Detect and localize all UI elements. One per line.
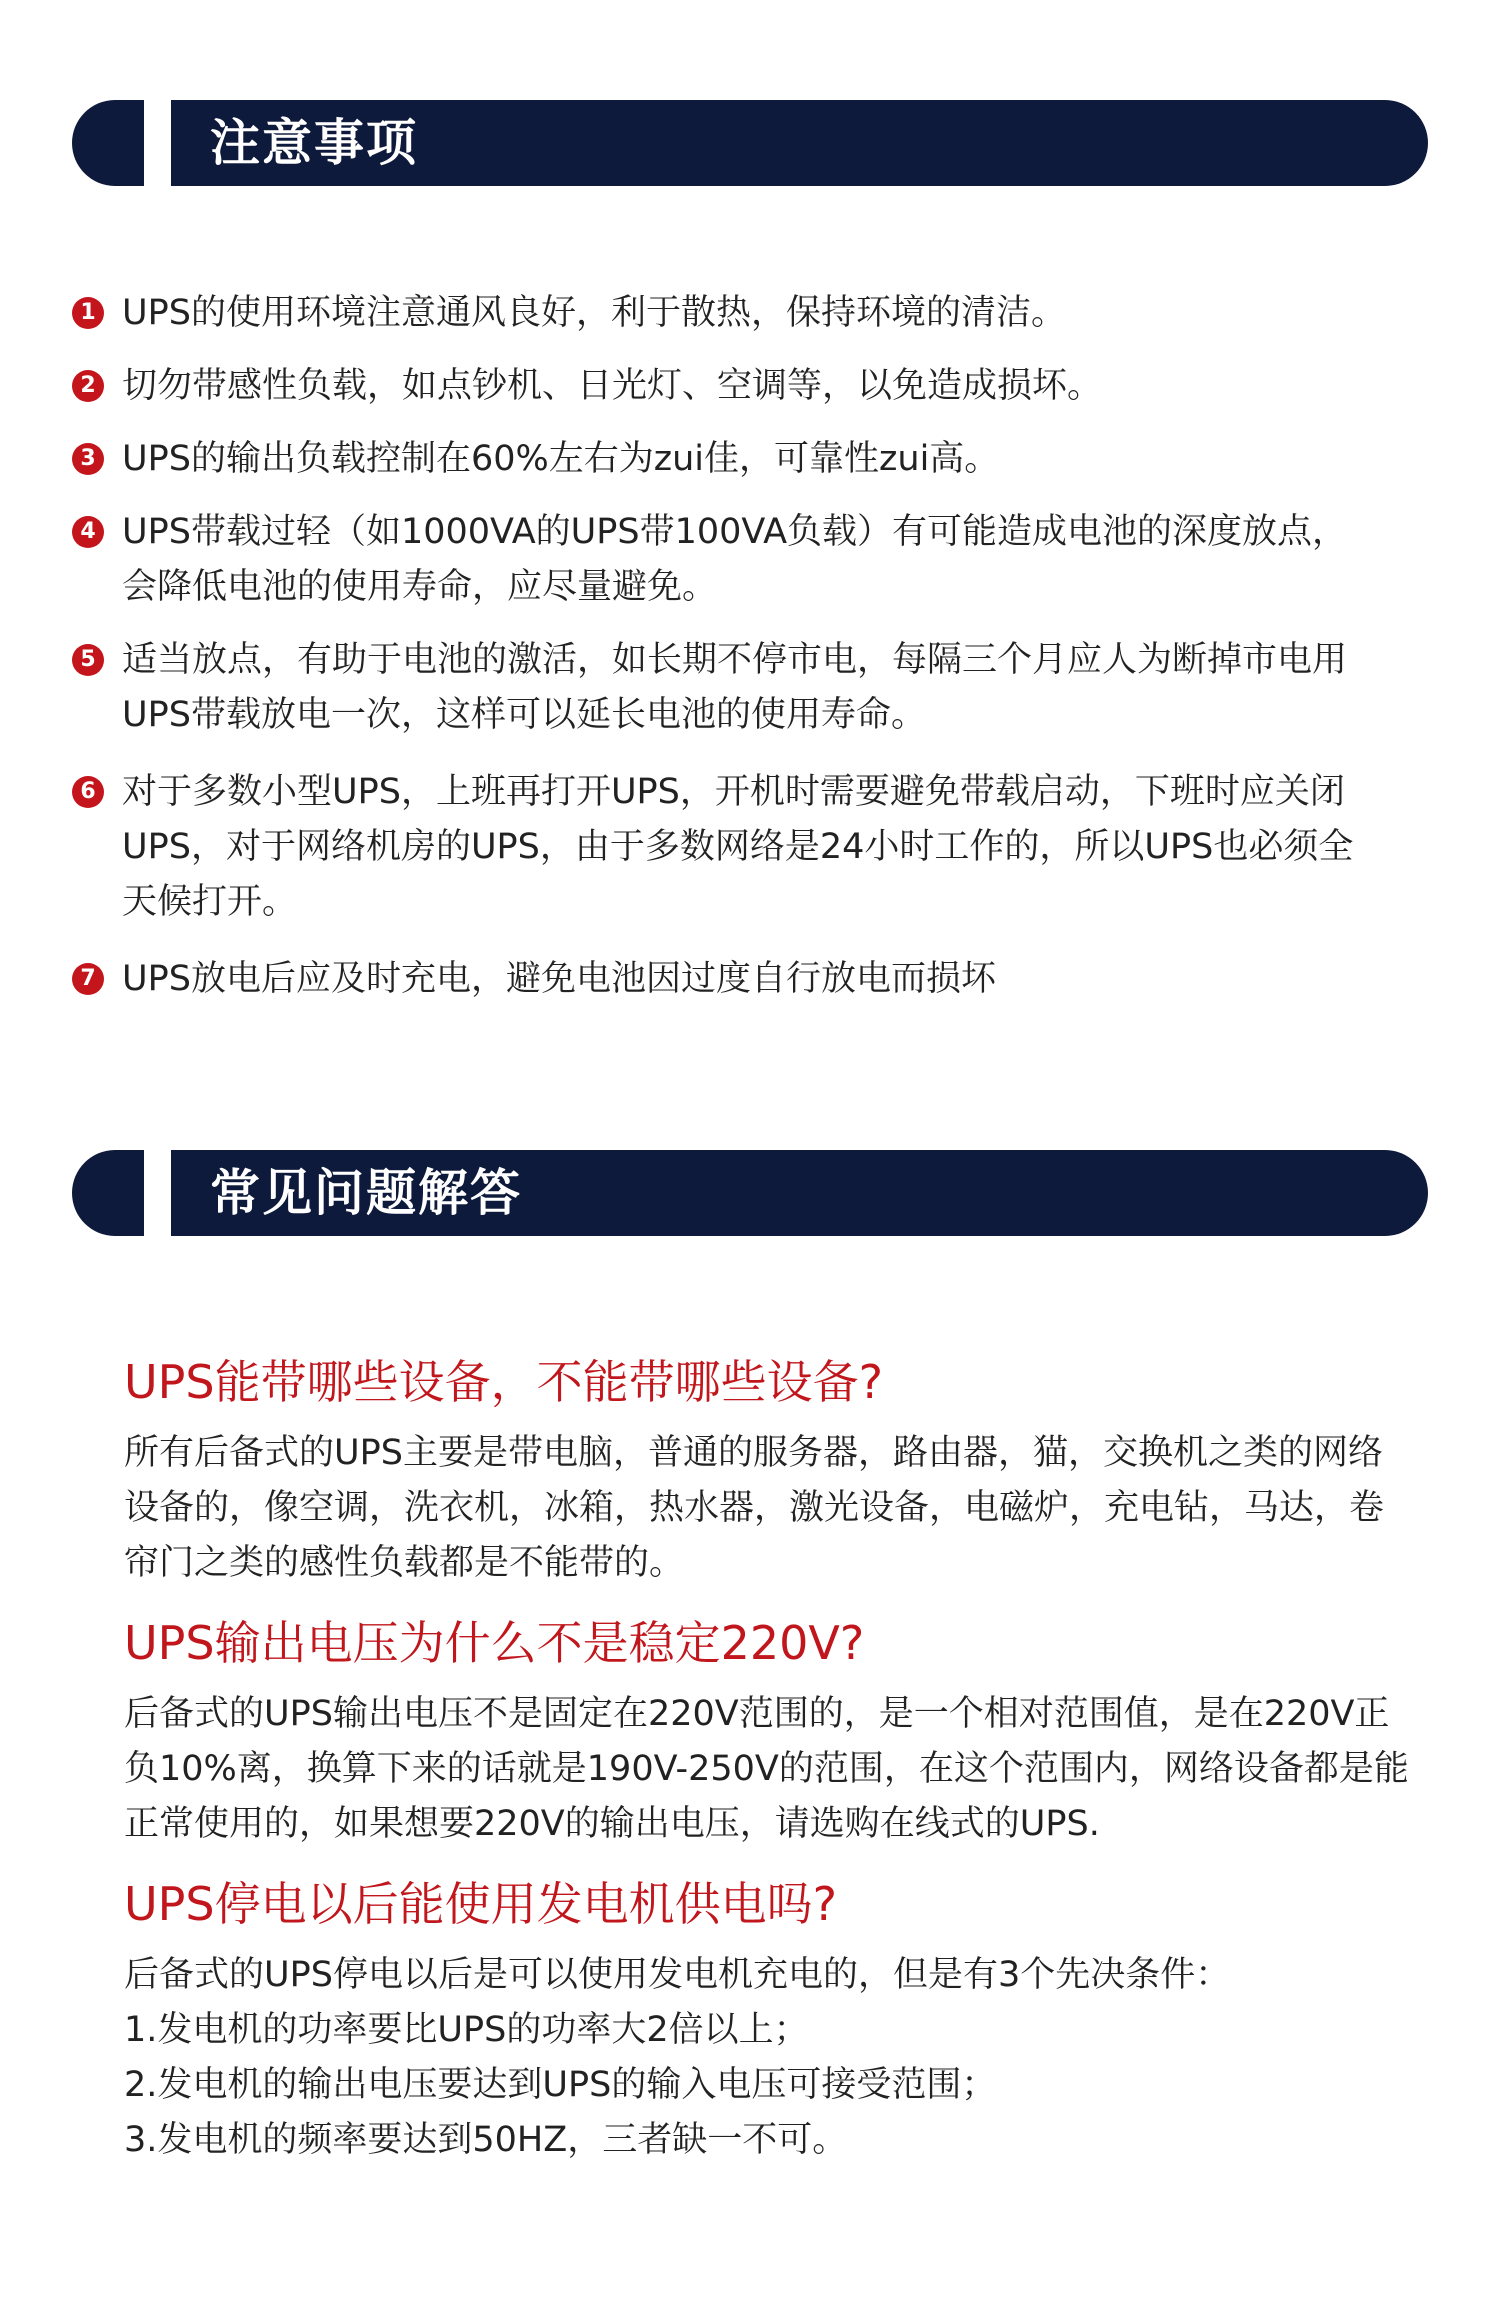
faq-answer: 后备式的UPS输出电压不是固定在220V范围的，是一个相对范围值，是在220V正负10%离，换算下来的话就是190V-250V的范围，在这个范围内，网络设备都是能正常使用的，如果想要220V的输出电压，请选购在线式的UPS. (124, 1694, 1409, 1844)
faq-item (124, 1874, 1414, 2168)
note-text: UPS放电后应及时充电，避免电池因过度自行放电而损坏 (122, 959, 996, 999)
faq-answer: 后备式的UPS停电以后是可以使用发电机充电的，但是有3个先决条件： (124, 1955, 1231, 1995)
note-text: UPS带载过轻（如1000VA的UPS带100VA负载）有可能造成电池的深度放点，会降低电池的使用寿命，应尽量避免。 (122, 512, 1348, 607)
note-number-badge: 3 (72, 443, 104, 475)
note-number-badge: 6 (72, 776, 104, 808)
faq-section-header (72, 1150, 1428, 1236)
note-item (72, 633, 1372, 743)
note-text: 切勿带感性负载，如点钞机、日光灯、空调等，以免造成损坏。 (122, 366, 1103, 406)
note-number-badge: 4 (72, 516, 104, 548)
note-item (72, 432, 1372, 487)
note-text: UPS的使用环境注意通风良好，利于散热，保持环境的清洁。 (122, 293, 1066, 333)
note-number-badge: 2 (72, 370, 104, 402)
faq-list (124, 1352, 1414, 2168)
faq-question: UPS能带哪些设备，不能带哪些设备? (124, 1355, 884, 1409)
note-item (72, 765, 1372, 930)
note-number-badge: 1 (72, 297, 104, 329)
notes-section-title: 注意事项 (210, 114, 418, 172)
header-left-cap (72, 1150, 144, 1236)
note-item (72, 952, 1372, 1007)
notes-list (72, 286, 1372, 1007)
faq-answer-line: 2.发电机的输出电压要达到UPS的输入电压可接受范围； (124, 2065, 997, 2105)
faq-answer-line: 3.发电机的频率要达到50HZ，三者缺一不可。 (124, 2120, 848, 2160)
note-item (72, 505, 1372, 615)
notes-section-header (72, 100, 1428, 186)
note-item (72, 359, 1372, 414)
note-text: 适当放点，有助于电池的激活，如长期不停市电，每隔三个月应人为断掉市电用UPS带载放电一次，这样可以延长电池的使用寿命。 (122, 640, 1348, 735)
faq-answer: 所有后备式的UPS主要是带电脑，普通的服务器，路由器，猫，交换机之类的网络设备的，像空调，洗衣机，冰箱，热水器，激光设备，电磁炉，充电钻，马达，卷帘门之类的感性负载都是不能带的。 (124, 1433, 1385, 1583)
faq-answer-line: 1.发电机的功率要比UPS的功率大2倍以上； (124, 2010, 809, 2050)
note-text: UPS的输出负载控制在60%左右为zui佳，可靠性zui高。 (122, 439, 1000, 479)
note-number-badge: 7 (72, 963, 104, 995)
faq-question: UPS输出电压为什么不是稳定220V? (124, 1616, 865, 1670)
note-number-badge: 5 (72, 644, 104, 676)
note-text: 对于多数小型UPS，上班再打开UPS，开机时需要避免带载启动，下班时应关闭UPS，对于网络机房的UPS，由于多数网络是24小时工作的，所以UPS也必须全天候打开。 (122, 772, 1354, 922)
faq-question: UPS停电以后能使用发电机供电吗? (124, 1877, 838, 1931)
faq-item (124, 1352, 1414, 1591)
note-item (72, 286, 1372, 341)
header-left-cap (72, 100, 144, 186)
faq-item (124, 1613, 1414, 1852)
faq-section-title: 常见问题解答 (210, 1164, 522, 1222)
